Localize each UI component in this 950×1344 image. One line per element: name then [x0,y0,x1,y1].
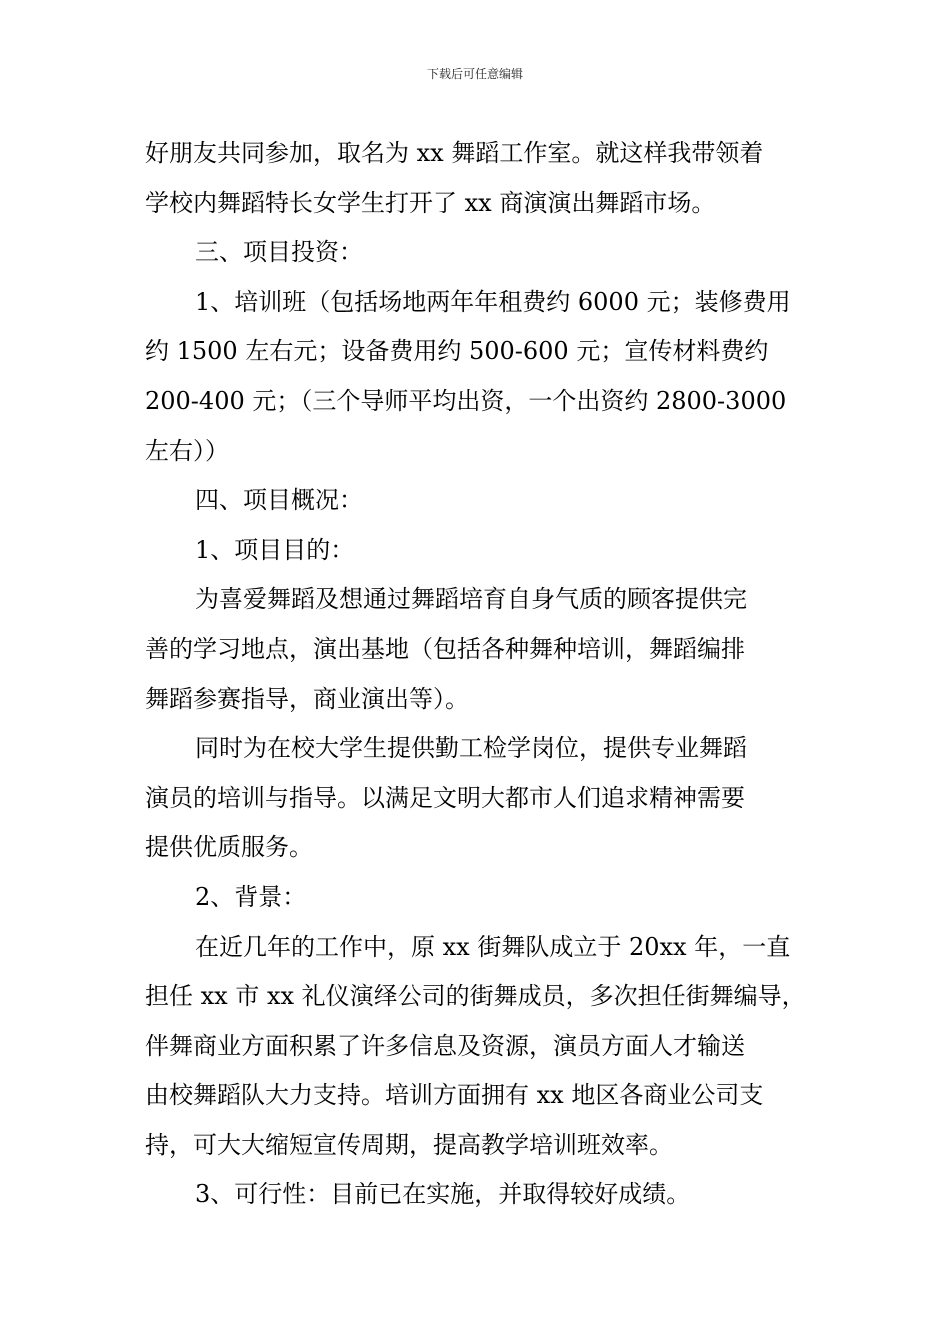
text-line: 舞蹈参赛指导，商业演出等）。 [145,684,469,713]
text-line: 2、背景： [195,882,307,911]
text-line: 左右）） [145,436,229,465]
text-line: 演员的培训与指导。以满足文明大都市人们追求精神需要 [145,783,745,812]
text-line: 提供优质服务。 [145,833,313,862]
text-line: 1、培训班（包括场地两年年租费约 6000 元；装修费用 [195,287,791,316]
page-header: 下载后可任意编辑 [426,67,523,81]
text-line: 好朋友共同参加，取名为 xx 舞蹈工作室。就这样我带领着 [145,139,764,167]
text-line: 约 1500 左右元；设备费用约 500-600 元；宣传材料费约 [145,337,769,366]
document-body [145,129,815,1220]
text-line: 为喜爱舞蹈及想通过舞蹈培育自身气质的顾客提供完 [195,585,747,614]
text-line: 学校内舞蹈特长女学生打开了 xx 商演演出舞蹈市场。 [145,188,716,217]
text-line: 担任 xx 市 xx 礼仪演绎公司的街舞成员，多次担任街舞编导， [145,982,806,1011]
text-line: 持，可大大缩短宣传周期，提高教学培训班效率。 [145,1130,673,1159]
text-line: 3、可行性：目前已在实施，并取得较好成绩。 [195,1180,691,1209]
text-line: 善的学习地点，演出基地（包括各种舞种培训，舞蹈编排 [145,634,745,663]
text-line: 四、项目概况： [195,486,363,515]
text-line: 1、项目目的： [195,535,355,564]
text-line: 由校舞蹈队大力支持。培训方面拥有 xx 地区各商业公司支 [145,1081,764,1110]
text-line: 三、项目投资： [195,238,363,267]
text-line: 在近几年的工作中，原 xx 街舞队成立于 20xx 年，一直 [195,932,791,961]
text-line: 伴舞商业方面积累了许多信息及资源，演员方面人才输送 [145,1031,745,1060]
text-line: 同时为在校大学生提供勤工检学岗位，提供专业舞蹈 [195,734,747,763]
text-line: 200-400 元；（三个导师平均出资，一个出资约 2800-3000 [145,386,787,415]
